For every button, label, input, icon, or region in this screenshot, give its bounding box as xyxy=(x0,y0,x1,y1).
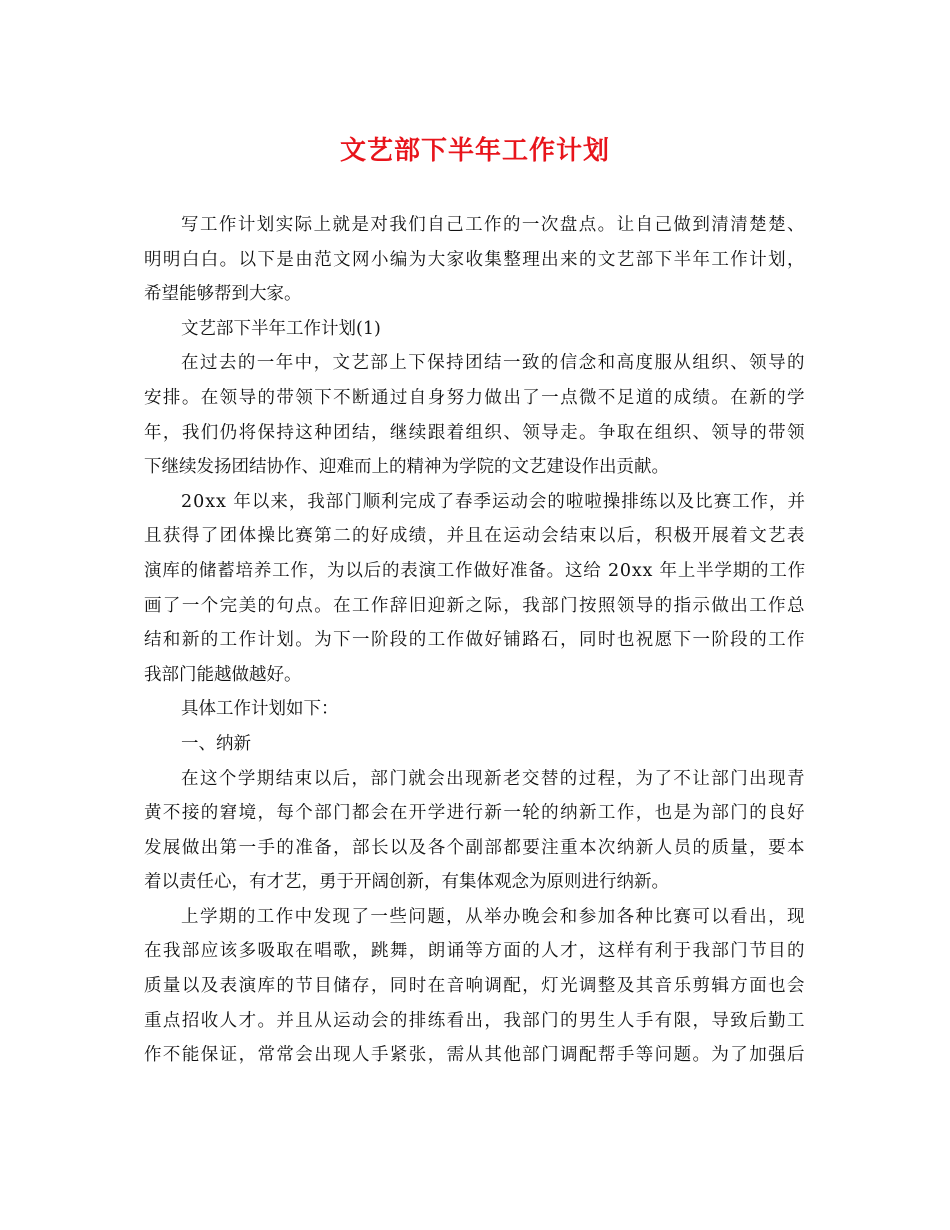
text-line: 黄不接的窘境，每个部门都会在开学进行新一轮的纳新工作，也是为部门的良好 xyxy=(144,803,806,824)
text-line: 一、纳新 xyxy=(181,733,251,754)
text-line: 重点招收人才。并且从运动会的排练看出，我部门的男生人手有限，导致后勤工 xyxy=(144,1010,806,1031)
text-line: 希望能够帮到大家。 xyxy=(144,284,302,305)
document-title: 文艺部下半年工作计划 xyxy=(339,136,610,166)
document-body xyxy=(144,208,806,1073)
text-line: 具体工作计划如下： xyxy=(181,699,339,720)
text-line: 在过去的一年中，文艺部上下保持团结一致的信念和高度服从组织、领导的 xyxy=(181,353,806,374)
text-line: 在我部应该多吸取在唱歌，跳舞，朗诵等方面的人才，这样有利于我部门节目的 xyxy=(144,941,806,962)
text-line: 在这个学期结束以后，部门就会出现新老交替的过程，为了不让部门出现青 xyxy=(181,768,806,789)
text-line: 画了一个完美的句点。在工作辞旧迎新之际，我部门按照领导的指示做出工作总 xyxy=(144,595,806,616)
text-line: 写工作计划实际上就是对我们自己工作的一次盘点。让自己做到清清楚楚、 xyxy=(181,215,806,235)
text-line: 下继续发扬团结协作、迎难而上的精神为学院的文艺建设作出贡献。 xyxy=(144,457,669,478)
text-line: 安排。在领导的带领下不断通过自身努力做出了一点微不足道的成绩。在新的学 xyxy=(144,387,806,408)
text-line: 年，我们仍将保持这种团结，继续跟着组织、领导走。争取在组织、领导的带领 xyxy=(144,422,806,443)
text-line: 且获得了团体操比赛第二的好成绩，并且在运动会结束以后，积极开展着文艺表 xyxy=(144,526,806,547)
text-line: 结和新的工作计划。为下一阶段的工作做好铺路石，同时也祝愿下一阶段的工作 xyxy=(144,630,806,651)
text-line: 明明白白。以下是由范文网小编为大家收集整理出来的文艺部下半年工作计划， xyxy=(144,249,806,270)
text-line: 着以责任心，有才艺，勇于开阔创新，有集体观念为原则进行纳新。 xyxy=(144,872,669,893)
text-line: 演库的储蓄培养工作，为以后的表演工作做好准备。这给 20xx 年上半学期的工作 xyxy=(144,560,806,581)
text-line: 质量以及表演库的节目储存，同时在音响调配，灯光调整及其音乐剪辑方面也会 xyxy=(144,976,806,997)
text-line: 我部门能越做越好。 xyxy=(144,664,302,685)
text-line: 作不能保证，常常会出现人手紧张，需从其他部门调配帮手等问题。为了加强后 xyxy=(144,1045,806,1066)
text-line: 发展做出第一手的准备，部长以及各个副部都要注重本次纳新人员的质量，要本 xyxy=(144,837,806,858)
text-line: 文艺部下半年工作计划(1) xyxy=(181,318,381,339)
text-line: 20xx 年以来，我部门顺利完成了春季运动会的啦啦操排练以及比赛工作，并 xyxy=(181,491,806,512)
text-line: 上学期的工作中发现了一些问题，从举办晚会和参加各种比赛可以看出，现 xyxy=(181,906,806,927)
